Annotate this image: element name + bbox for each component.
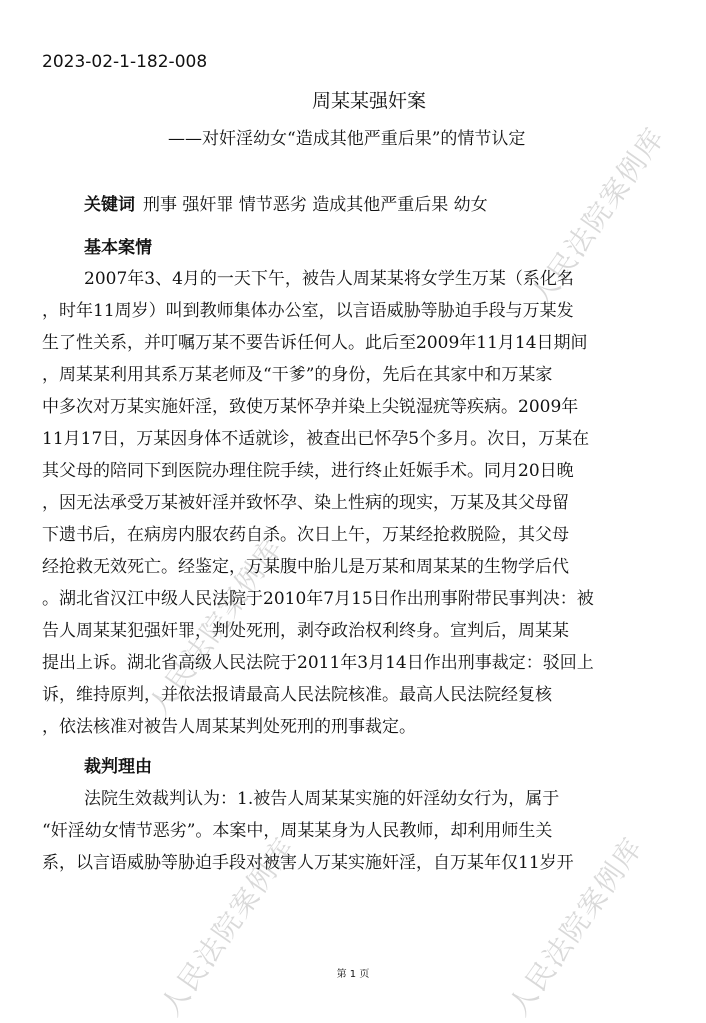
- paragraph-line: 下遗书后，在病房内服农药自杀。次日上午，万某经抢救脱险，其父母: [42, 525, 569, 545]
- page-number: 第 1 页: [336, 969, 370, 980]
- paragraph-line: 11月17日，万某因身体不适就诊，被查出已怀孕5个多月。次日，万某在: [42, 429, 590, 449]
- keywords-text: 刑事 强奸罪 情节恶劣 造成其他严重后果 幼女: [143, 195, 488, 215]
- keywords-label: 关键词: [84, 195, 135, 215]
- paragraph-line: 诉，维持原判，并依法报请最高人民法院核准。最高人民法院经复核: [42, 685, 552, 705]
- paragraph-line: 其父母的陪同下到医院办理住院手续，进行终止妊娠手术。同月20日晚: [42, 461, 574, 481]
- watermark: 人民法院案例库: [502, 830, 650, 1022]
- paragraph-line: 经抢救无效死亡。经鉴定，万某腹中胎儿是万某和周某某的生物学后代: [42, 557, 569, 577]
- watermark: 人民法院案例库: [524, 120, 672, 312]
- paragraph-line: ，依法核准对被告人周某某判处死刑的刑事裁定。: [42, 717, 416, 737]
- paragraph-line: 告人周某某犯强奸罪，判处死刑，剥夺政治权利终身。宣判后，周某某: [42, 621, 569, 641]
- paragraph-line: ，周某某利用其系万某老师及“干爹”的身份，先后在其家中和万某家: [42, 365, 553, 385]
- paragraph-line: “奸淫幼女情节恶劣”。本案中，周某某身为人民教师，却利用师生关: [42, 821, 553, 841]
- paragraph-line: ，因无法承受万某被奸淫并致怀孕、染上性病的现实，万某及其父母留: [42, 493, 569, 513]
- section-heading-facts: 基本案情: [84, 238, 152, 258]
- paragraph-line: 。湖北省汉江中级人民法院于2010年7月15日作出刑事附带民事判决：被: [42, 589, 594, 609]
- watermark: 人民法院案例库: [154, 830, 302, 1022]
- keywords-line: [84, 190, 488, 215]
- paragraph-line: 2007年3、4月的一天下午，被告人周某某将女学生万某（系化名: [84, 269, 574, 289]
- case-id: 2023-02-1-182-008: [42, 52, 208, 72]
- document-title: 周某某强奸案: [312, 90, 427, 112]
- section-heading-reasoning: 裁判理由: [84, 757, 152, 777]
- paragraph-line: 法院生效裁判认为：1.被告人周某某实施的奸淫幼女行为，属于: [84, 789, 560, 809]
- watermark: 人民法院案例库: [142, 530, 290, 722]
- paragraph-line: 生了性关系，并叮嘱万某不要告诉任何人。此后至2009年11月14日期间: [42, 333, 588, 353]
- paragraph-line: 系，以言语威胁等胁迫手段对被害人万某实施奸淫，自万某年仅11岁开: [42, 853, 574, 873]
- paragraph-line: ，时年11周岁）叫到教师集体办公室，以言语威胁等胁迫手段与万某发: [42, 301, 574, 321]
- document-subtitle: ——对奸淫幼女“造成其他严重后果”的情节认定: [168, 129, 526, 149]
- paragraph-line: 中多次对万某实施奸淫，致使万某怀孕并染上尖锐湿疣等疾病。2009年: [42, 397, 579, 417]
- paragraph-line: 提出上诉。湖北省高级人民法院于2011年3月14日作出刑事裁定：驳回上: [42, 653, 594, 673]
